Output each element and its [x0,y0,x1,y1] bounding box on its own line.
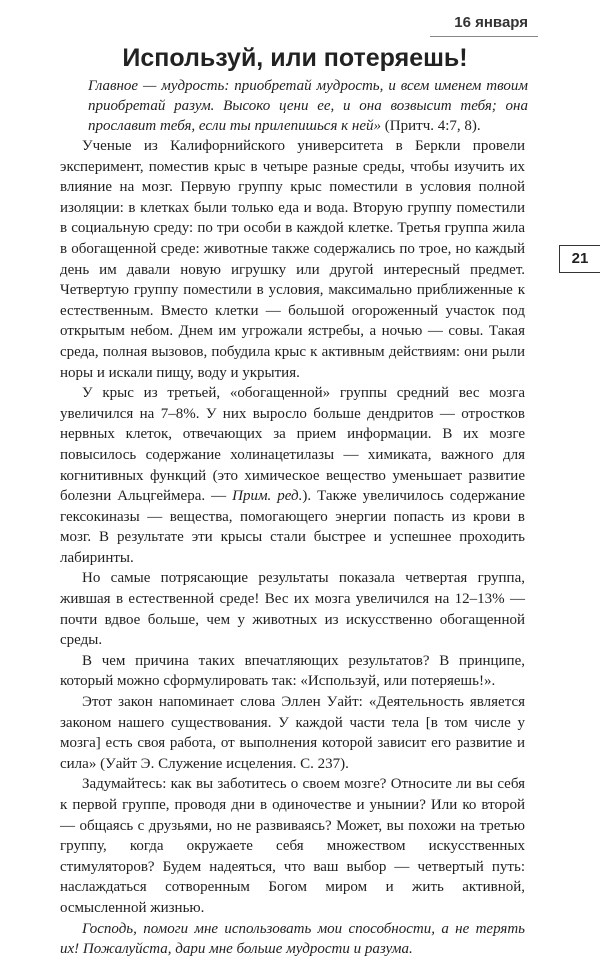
epigraph-text: Главное — мудрость: приобретай мудрость, и всем именем твоим приобретай разум. Высоко цени ее, и она возвысит тебя; она прославит тебя, если ты прилепишься к ней» [88,78,528,134]
paragraph-2 [60,383,525,568]
epigraph-reference: (Притч. 4:7, 8). [384,118,481,134]
page-number-tab: 21 [559,245,600,273]
header-divider [430,36,538,37]
page-title: Используй, или потеряешь! [122,44,468,72]
paragraph-2-text-b: ). Также увеличилось содержание гексокиназы — вещества, помогающего энергии попасть из крови в мозг. В результате эти крысы стали быстрее и успешнее проходить лабиринты. [60,488,526,566]
paragraph-2-text-a: У крыс из третьей, «обогащенной» группы средний вес мозга увеличился на 7–8%. У них выросло больше дендритов — отростков нервных клеток, отвечающих за прием информации. В их мозге повысилось содержание холинацетилазы — химиката, важного для когнитивных функций (это химическое вещество уменьшает развитие болезни Альцгеймера. — [60,385,525,505]
paragraph-6: Задумайтесь: как вы заботитесь о своем мозге? Относите ли вы себя к первой группе, проводя дни в одиночестве и унынии? Или ко второй — общаясь с друзьями, но не развиваясь? Может, вы похожи на третью группу, когда окружаете себя множеством искусственных стимуляторов? Будем надеяться, что ваш выбор — четвертый путь: наслаждаться сотворенным Богом миром и жить активной, осмысленной жизнью. [60,776,525,916]
paragraph-4: В чем причина таких впечатляющих результатов? В принципе, который можно сформулировать так: «Используй, или потеряешь!». [60,652,525,690]
closing-prayer: Господь, помоги мне использовать мои способности, а не терять их! Пожалуйста, дари мне больше мудрости и разума. [60,920,525,958]
paragraph-5: Этот закон напоминает слова Эллен Уайт: «Деятельность является законом нашего существования. У каждой части тела [в том числе у мозга] есть своя работа, от выполнения которой зависит его развитие и сила» (Уайт Э. Служение исцеления. С. 237). [60,694,525,772]
epigraph [88,76,528,136]
article-body [60,136,525,960]
paragraph-3: Но самые потрясающие результаты показала четвертая группа, жившая в естественной среде! Вес их мозга увеличился на 12–13% — почти вдвое больше, чем у животных из искусственно обогащенной среды. [60,570,525,649]
editor-note: Прим. ред. [232,488,303,505]
date-header: 16 января [454,14,528,31]
paragraph-1: Ученые из Калифорнийского университета в Беркли провели эксперимент, поместив крыс в четыре разные среды, чтобы изучить их влияние на мозг. Первую группу крыс поместили в условия полной изоляции: в клетках были только еда и вода. Вторую группу поместили в социальную среду: по три особи в каждой клетке. Третья группа жила в обогащенной среде: животные также содержались по трое, но каждый день им давали новую игрушку или другой интересный предмет. Четвертую группу поместили в условия, максимально приближенные к естественным. Вместо клетки — большой огороженный участок под открытым небом. Днем им угрожали ястребы, а ночью — совы. Такая среда, полная вызовов, побудила крыс к активным действиям: они рыли норы и искали пищу, воду и укрытия. [60,138,525,381]
